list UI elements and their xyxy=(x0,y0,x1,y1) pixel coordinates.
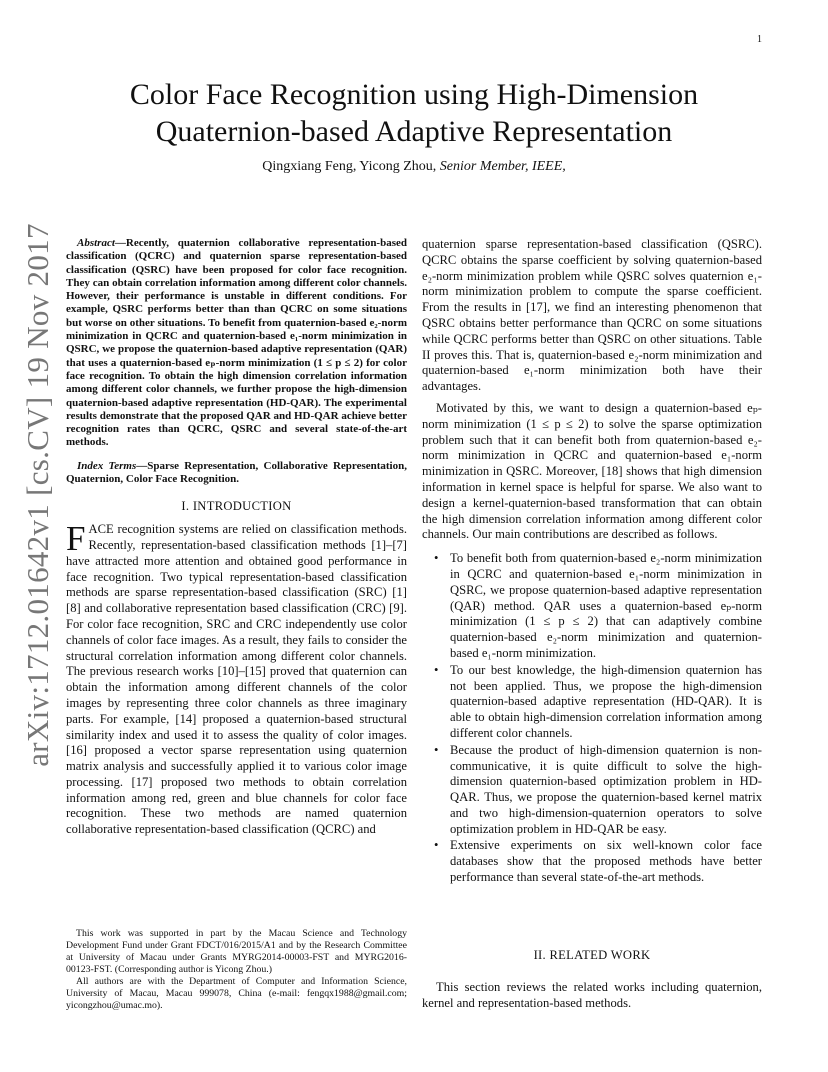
index-terms-label: Index Terms xyxy=(77,459,137,472)
author-names: Qingxiang Feng, Yicong Zhou, xyxy=(262,159,437,174)
abstract xyxy=(66,237,407,450)
right-paragraph-1: quaternion sparse representation-based classification (QSRC). QCRC obtains the sparse coefficient by solving quaternion-based e₂-norm minimization problem while QSRC solves quaternion e₁-norm minimization problem to compute the sparse coefficient. From the results in [17], we find an interesting phenomenon that QSRC obtains better performance than QCRC on some situations while QCRC performs better than QSRC on other situations. Table II proves this. That is, quaternion-based e₂-norm minimization and quaternion-based e₁-norm minimization both have their advantages. xyxy=(422,237,762,394)
drop-cap: F xyxy=(66,519,86,559)
right-column xyxy=(422,237,762,887)
index-terms-text: —Sparse Representation, Collaborative Representation, Quaternion, Color Face Recognition. xyxy=(66,459,407,486)
author-role: Senior Member, IEEE, xyxy=(439,159,566,174)
footnote-funding: This work was supported in part by the Macau Science and Technology Development Fund under Grant FDCT/016/2015/A1 and by the Research Committee at University of Macau under Grants MYRG2014-00003-FST and MYRG2016-00123-FST. (Corresponding author is Yicong Zhou.) xyxy=(66,928,407,975)
title-line-1: Color Face Recognition using High-Dimension xyxy=(129,78,699,111)
section-1-heading: I. INTRODUCTION xyxy=(181,499,292,514)
authors xyxy=(0,159,828,175)
list-item: • To our best knowledge, the high-dimension quaternion has not been applied. Thus, we propose the high-dimension quaternion-based adaptive representation (HD-QAR). It is able to obtain high-dimension correlation information among different color channels. xyxy=(422,663,762,742)
index-terms xyxy=(66,460,407,487)
arxiv-id: arXiv:1712.01642v1 [cs.CV] 19 Nov 2017 xyxy=(20,223,55,767)
title-line-2: Quaternion-based Adaptive Representation xyxy=(155,115,673,148)
page-number: 1 xyxy=(757,34,762,45)
abstract-label: Abstract xyxy=(77,237,115,249)
right-paragraph-2: Motivated by this, we want to design a quaternion-based eₚ-norm minimization (1 ≤ p ≤ 2) to solve the sparse optimization problem such that it can benefit both from quaternion-based e₂-norm minimization in QCRC and quaternion-based e₁-norm minimization in QSRC. Moreover, [18] shows that high dimension information in kernel space is helpful for sparse. We also want to design a kernel-quaternion-based transformation that can obtain the high dimension correlation information among different color channels. Our main contributions are described as follows. xyxy=(422,400,762,542)
intro-paragraph xyxy=(66,519,407,838)
left-column xyxy=(66,237,407,838)
list-item: • Because the product of high-dimension quaternion is non-communicative, it is quite difficult to solve the high-dimension quaternion-based optimization problem in HD-QAR. Thus, we propose the quaternion-based kernel matrix and two high-dimension-quaternion operators to solve optimization problem in HD-QAR be easy. xyxy=(422,743,762,838)
footnotes xyxy=(66,928,407,1012)
contribution-list xyxy=(422,551,762,886)
paper-title xyxy=(0,76,828,150)
section-2-text: This section reviews the related works including quaternion, kernel and representation-based methods. xyxy=(422,980,762,1010)
section-2-heading: II. RELATED WORK xyxy=(533,948,651,962)
abstract-text: —Recently, quaternion collaborative representation-based classification (QCRC) and quaternion sparse representation-based classification (QSRC) have been proposed for color face recognition. They can obtain correlation information among different color channels. However, their performance is unstable in different conditions. For example, QSRC performs better than than QCRC on some situations but worse on other situations. To benefit from quaternion-based e₂-norm minimization in QCRC and quaternion-based e₁-norm minimization in QSRC, we propose the quaternion-based adaptive representation (QAR) that uses a quaternion-based eₚ-norm minimization (1 ≤ p ≤ 2) for color face recognition. To obtain the high dimension correlation information among different color channels, we further propose the high-dimension quaternion-based adaptive representation (HD-QAR). The experimental results demonstrate that the proposed QAR and HD-QAR achieve better recognition rates than QCRC, QSRC and several state-of-the-art methods. xyxy=(66,237,407,449)
intro-text: ACE recognition systems are relied on classification methods. Recently, representation-based classification methods [1]–[7] have attracted more attention and obtained good performance in face recognition. Two typical representation-based classification methods are sparse representation-based classification (SRC) [1] [8] and collaborative representation based classification (CRC) [9]. For color face recognition, SRC and CRC independently use color channels of color face images. As a result, they fails to consider the structural correlation information among different color channels. The previous research works [10]–[15] proved that quaternion can obtain the information among different channels of the color images by representing three color channels as three imaginary parts. For example, [14] proposed a quaternion-based structural similarity index and used it to assess the quality of color images. [16] proposed a vector sparse representation using quaternion matrix analysis and successfully applied it to various color image processing. [17] proposed two methods to obtain correlation information among red, green and blue channels for color face recognition. These two methods are named quaternion collaborative representation-based classification (QCRC) and xyxy=(66,522,407,837)
list-item: • To benefit both from quaternion-based e₂-norm minimization in QCRC and quaternion-based e₁-norm minimization in QSRC, we propose quaternion-based adaptive representation (QAR) method. QAR uses a quaternion-based eₚ-norm minimization (1 ≤ p ≤ 2) that can adaptively combine quaternion-based e₂-norm minimization and quaternion-based e₁-norm minimization. xyxy=(422,551,762,662)
footnote-affiliation: All authors are with the Department of Computer and Information Science, University of Macau, Macau 999078, China (e-mail: fengqx1988@gmail.com; yicongzhou@umac.mo). xyxy=(66,976,407,1011)
list-item: • Extensive experiments on six well-known color face databases show that the proposed methods have better performance than several state-of-the-art methods. xyxy=(422,838,762,885)
